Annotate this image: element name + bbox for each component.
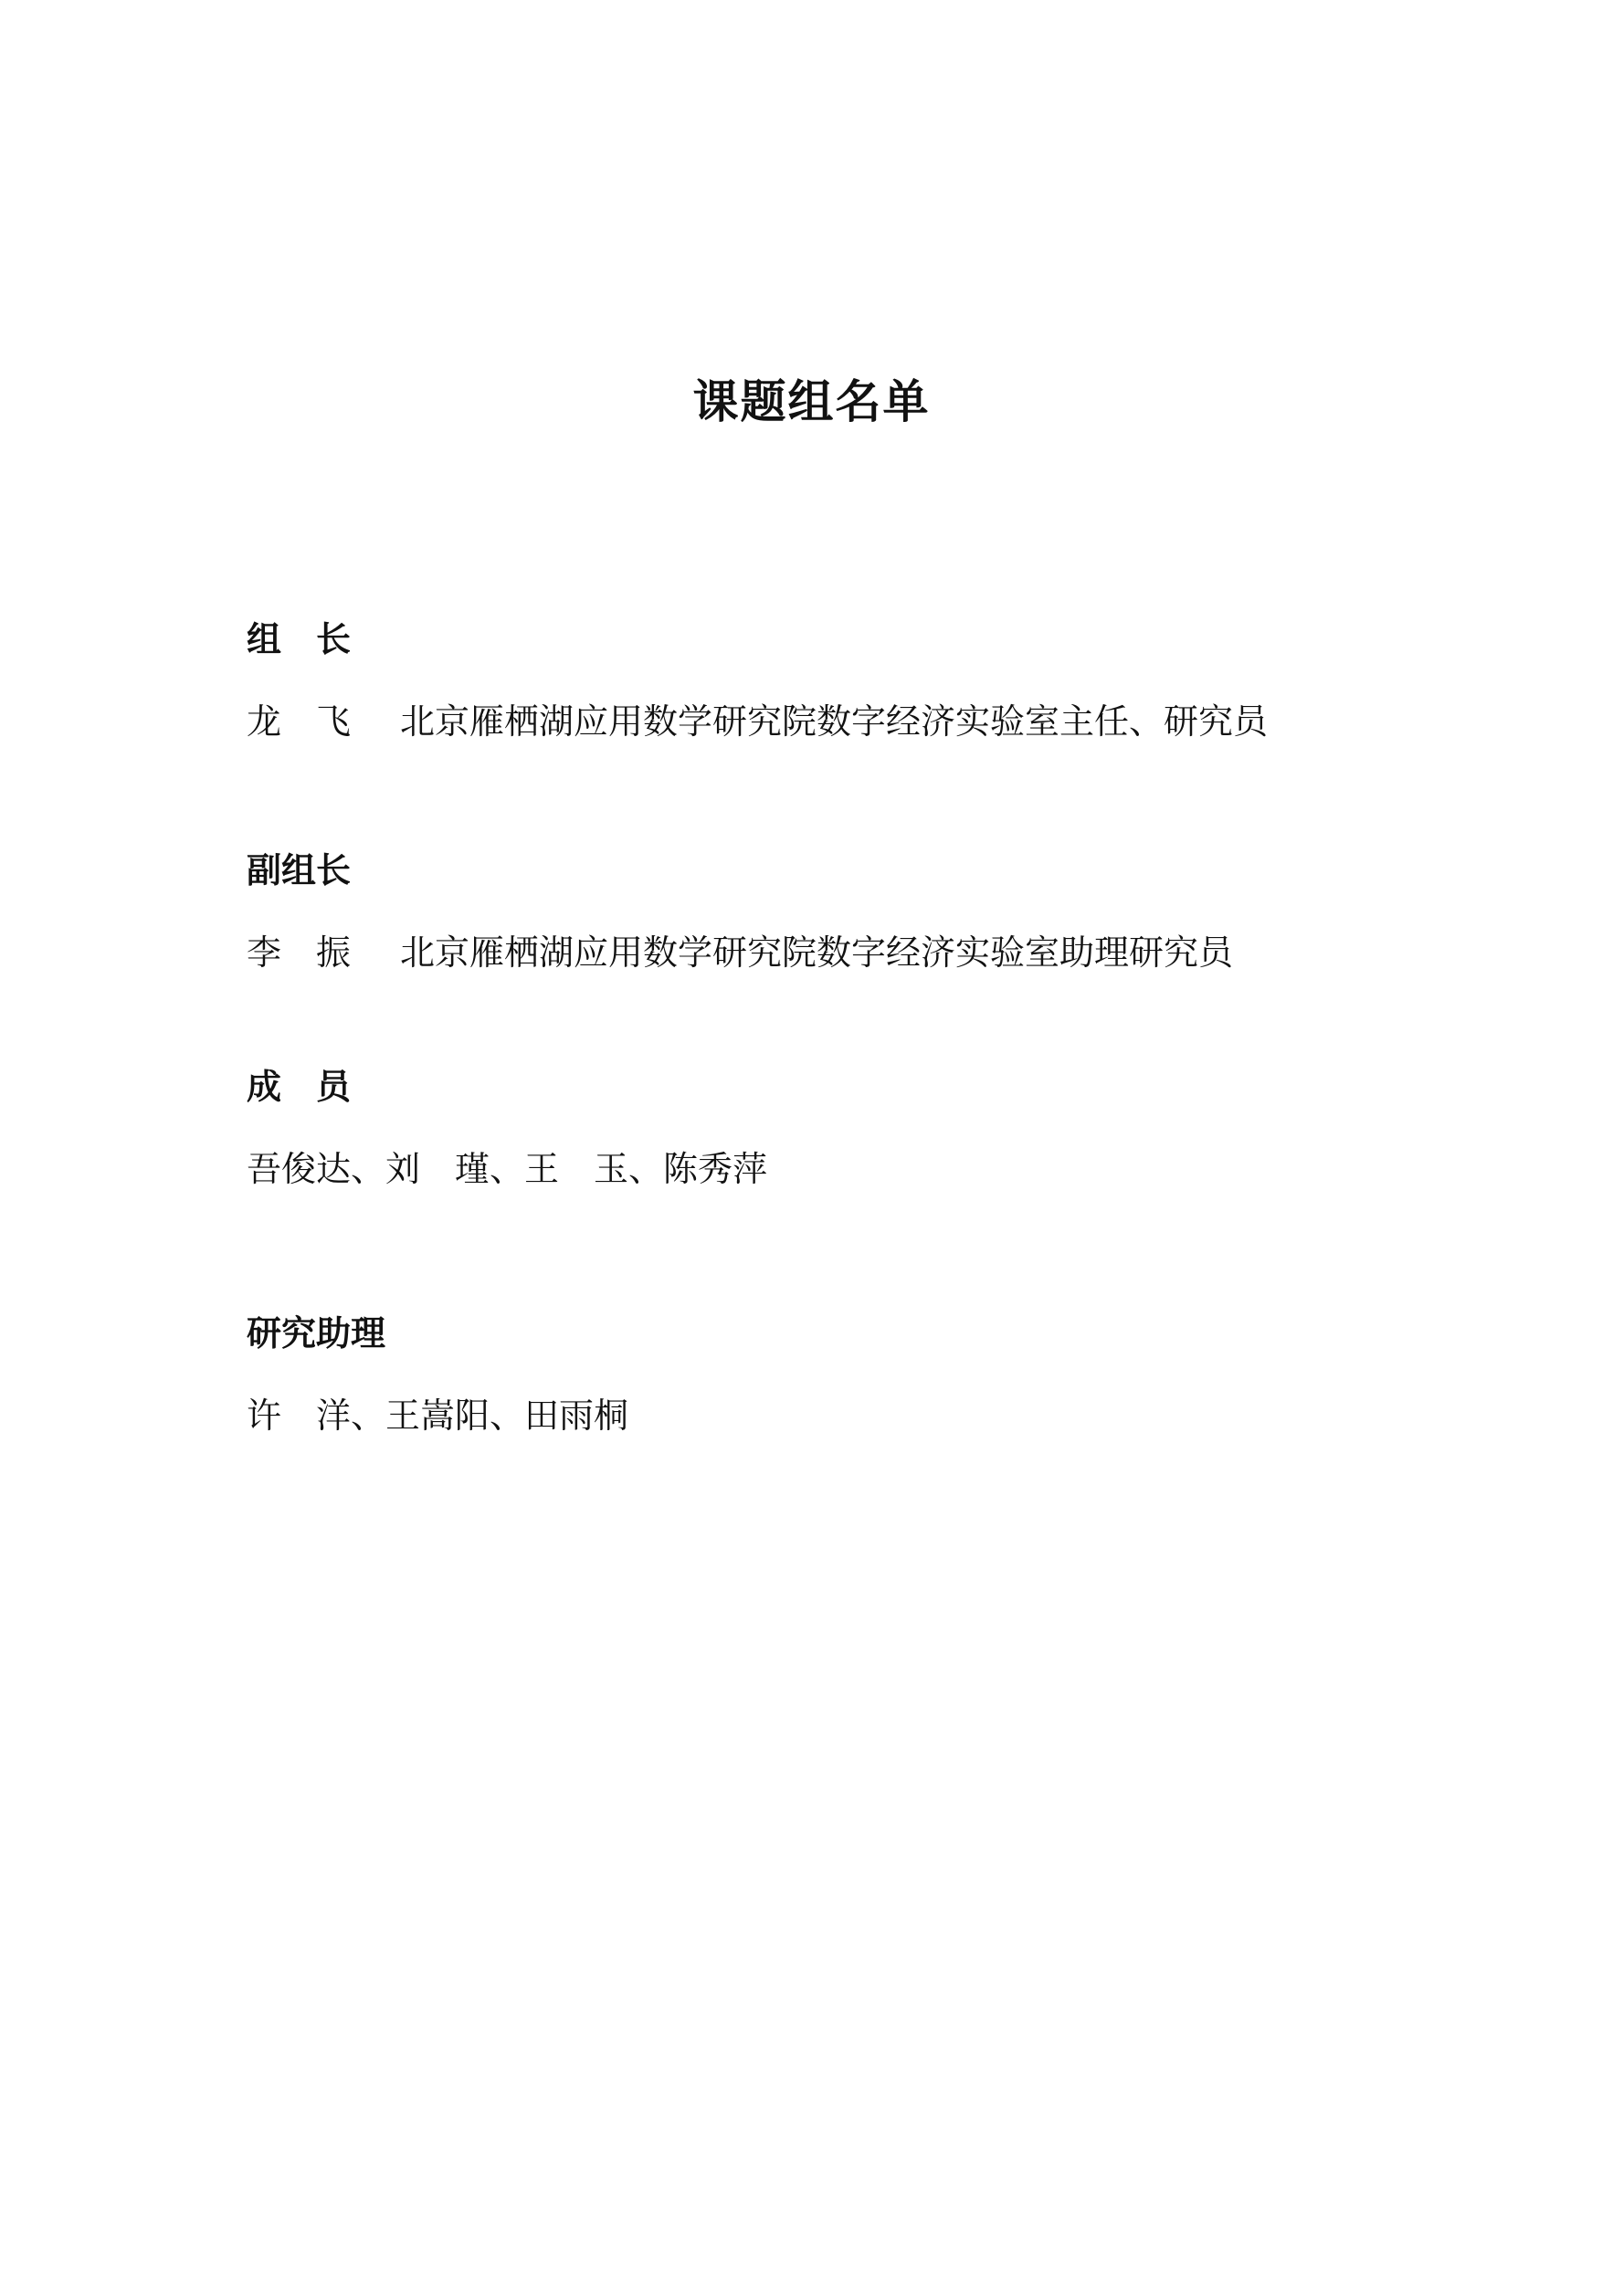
deputy-leader-heading: 副组长 <box>247 849 352 890</box>
deputy-leader-affiliation: 北京雁栖湖应用数学研究院数字经济实验室助理研究员 <box>400 932 1234 973</box>
leader-affiliation: 北京雁栖湖应用数学研究院数字经济实验室主任、研究员 <box>400 701 1269 742</box>
leader-heading: 组 长 <box>247 618 352 659</box>
page-title: 课题组名单 <box>692 374 931 428</box>
leader-entry <box>247 699 1268 744</box>
research-assistants-heading: 研究助理 <box>247 1312 386 1353</box>
research-assistants-list: 许 洋、王嵩阳、田雨桐 <box>247 1396 629 1436</box>
deputy-leader-name: 李 振 <box>247 932 352 973</box>
leader-name: 龙 飞 <box>247 701 352 742</box>
members-list: 吾俊达、刘 瑾、王 玉、陈秀萍 <box>247 1149 768 1189</box>
members-heading: 成 员 <box>247 1066 352 1107</box>
deputy-leader-entry <box>247 930 1233 975</box>
